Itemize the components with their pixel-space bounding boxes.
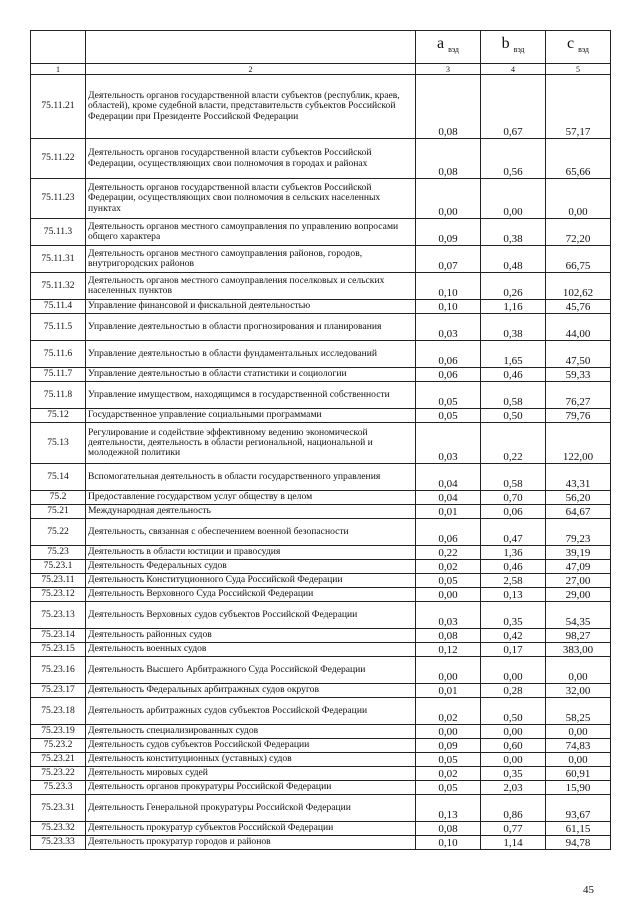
value-b-cell: 0,38 (481, 219, 546, 246)
description-cell: Регулирование и содействие эффективному ведению экономической деятельности, деятельность в области региональной, национальной и молодежной политики (86, 423, 416, 464)
okved-code-cell: 75.23.31 (31, 795, 86, 822)
description-cell: Деятельность, связанная с обеспечением военной безопасности (86, 519, 416, 546)
value-a-cell: 0,01 (416, 505, 481, 519)
okved-code-cell: 75.23.14 (31, 629, 86, 643)
header-a-sub: вэд (448, 44, 459, 54)
value-a-cell: 0,03 (416, 602, 481, 629)
value-c-cell: 98,27 (546, 629, 611, 643)
value-c-cell: 74,83 (546, 739, 611, 753)
column-number: 2 (86, 64, 416, 75)
value-b-cell: 0,58 (481, 382, 546, 409)
value-c-cell: 94,78 (546, 836, 611, 850)
value-a-cell: 0,08 (416, 139, 481, 179)
description-cell: Деятельность Генеральной прокуратуры Российской Федерации (86, 795, 416, 822)
table-row (31, 629, 611, 643)
okved-code-cell: 75.11.22 (31, 139, 86, 179)
value-a-cell: 0,06 (416, 368, 481, 382)
value-c-cell: 56,20 (546, 491, 611, 505)
description-cell: Деятельность Конституционного Суда Российской Федерации (86, 574, 416, 588)
description-cell: Деятельность в области юстиции и правосудия (86, 546, 416, 560)
header-c-label: c (567, 34, 575, 52)
description-cell: Деятельность конституционных (уставных) судов (86, 753, 416, 767)
value-c-cell: 102,62 (546, 273, 611, 300)
page-number: 45 (583, 884, 594, 896)
value-b-cell: 1,16 (481, 300, 546, 314)
value-b-cell: 0,38 (481, 314, 546, 341)
description-cell: Деятельность прокуратур субъектов Российской Федерации (86, 822, 416, 836)
okved-code-cell: 75.21 (31, 505, 86, 519)
value-b-cell: 1,65 (481, 341, 546, 368)
header-c (546, 31, 611, 64)
header-b-label: b (501, 34, 510, 52)
value-a-cell: 0,03 (416, 314, 481, 341)
value-a-cell: 0,07 (416, 246, 481, 273)
value-c-cell: 93,67 (546, 795, 611, 822)
value-b-cell: 0,50 (481, 698, 546, 725)
table-row (31, 519, 611, 546)
value-b-cell: 0,17 (481, 643, 546, 657)
value-c-cell: 54,35 (546, 602, 611, 629)
table-row (31, 179, 611, 219)
value-a-cell: 0,05 (416, 574, 481, 588)
value-c-cell: 0,00 (546, 657, 611, 684)
okved-code-cell: 75.11.32 (31, 273, 86, 300)
header-row (31, 31, 611, 64)
value-b-cell: 0,00 (481, 753, 546, 767)
value-b-cell: 0,00 (481, 179, 546, 219)
value-c-cell: 43,31 (546, 464, 611, 491)
description-cell: Деятельность органов местного самоуправления поселковых и сельских населенных пунктов (86, 273, 416, 300)
value-a-cell: 0,04 (416, 464, 481, 491)
value-b-cell: 0,77 (481, 822, 546, 836)
value-c-cell: 58,25 (546, 698, 611, 725)
description-cell: Деятельность Верховных судов субъектов Российской Федерации (86, 602, 416, 629)
value-b-cell: 0,00 (481, 725, 546, 739)
description-cell: Управление деятельностью в области статистики и социологии (86, 368, 416, 382)
value-b-cell: 0,86 (481, 795, 546, 822)
table-row (31, 684, 611, 698)
value-c-cell: 66,75 (546, 246, 611, 273)
okved-code-cell: 75.23.2 (31, 739, 86, 753)
description-cell: Управление имуществом, находящимся в государственной собственности (86, 382, 416, 409)
value-b-cell: 0,42 (481, 629, 546, 643)
value-b-cell: 0,00 (481, 657, 546, 684)
description-cell: Деятельность органов государственной власти субъектов Российской Федерации, осуществляющих свои полномочия в городах и районах (86, 139, 416, 179)
okved-code-cell: 75.23.32 (31, 822, 86, 836)
description-cell: Управление деятельностью в области фундаментальных исследований (86, 341, 416, 368)
value-b-cell: 0,46 (481, 368, 546, 382)
table-row (31, 795, 611, 822)
table-row (31, 219, 611, 246)
description-cell: Управление финансовой и фискальной деятельностью (86, 300, 416, 314)
table-row (31, 75, 611, 139)
description-cell: Предоставление государством услуг обществу в целом (86, 491, 416, 505)
table-row (31, 314, 611, 341)
okved-code-cell: 75.23.21 (31, 753, 86, 767)
value-b-cell: 0,35 (481, 767, 546, 781)
description-cell: Деятельность Высшего Арбитражного Суда Российской Федерации (86, 657, 416, 684)
table-row (31, 368, 611, 382)
value-b-cell: 0,22 (481, 423, 546, 464)
table-row (31, 643, 611, 657)
table-row (31, 560, 611, 574)
value-b-cell: 0,56 (481, 139, 546, 179)
value-a-cell: 0,01 (416, 684, 481, 698)
okved-code-cell: 75.23.19 (31, 725, 86, 739)
table-row (31, 836, 611, 850)
value-c-cell: 72,20 (546, 219, 611, 246)
okved-code-cell: 75.23.15 (31, 643, 86, 657)
description-cell: Деятельность Верховного Суда Российской Федерации (86, 588, 416, 602)
table-row (31, 767, 611, 781)
value-c-cell: 15,90 (546, 781, 611, 795)
table-row (31, 781, 611, 795)
description-cell: Государственное управление социальными программами (86, 409, 416, 423)
okved-code-cell: 75.23.17 (31, 684, 86, 698)
description-cell: Вспомогательная деятельность в области государственного управления (86, 464, 416, 491)
value-c-cell: 76,27 (546, 382, 611, 409)
value-c-cell: 0,00 (546, 179, 611, 219)
okved-code-cell: 75.11.6 (31, 341, 86, 368)
value-b-cell: 1,14 (481, 836, 546, 850)
header-a (416, 31, 481, 64)
okved-code-cell: 75.23.16 (31, 657, 86, 684)
value-c-cell: 61,15 (546, 822, 611, 836)
value-a-cell: 0,00 (416, 725, 481, 739)
value-c-cell: 47,50 (546, 341, 611, 368)
okved-code-cell: 75.23.18 (31, 698, 86, 725)
description-cell: Деятельность органов прокуратуры Российской Федерации (86, 781, 416, 795)
description-cell: Деятельность мировых судей (86, 767, 416, 781)
table-row (31, 753, 611, 767)
header-c-sub: вэд (578, 44, 589, 54)
okved-code-cell: 75.23.12 (31, 588, 86, 602)
header-a-label: a (437, 34, 445, 52)
okved-code-cell: 75.14 (31, 464, 86, 491)
description-cell: Управление деятельностью в области прогнозирования и планирования (86, 314, 416, 341)
okved-code-cell: 75.22 (31, 519, 86, 546)
okved-code-cell: 75.23.13 (31, 602, 86, 629)
value-a-cell: 0,05 (416, 382, 481, 409)
value-a-cell: 0,06 (416, 519, 481, 546)
value-b-cell: 0,06 (481, 505, 546, 519)
description-cell: Деятельность органов государственной власти субъектов (республик, краев, областей), кроме судебной власти, представительств субъектов Российской Федерации при Президенте Российской Федерации (86, 75, 416, 139)
okved-code-cell: 75.23.33 (31, 836, 86, 850)
description-cell: Деятельность органов государственной власти субъектов Российской Федерации, осуществляющих свои полномочия в сельских населенных пунктах (86, 179, 416, 219)
value-b-cell: 0,26 (481, 273, 546, 300)
data-table (30, 30, 611, 850)
okved-code-cell: 75.11.31 (31, 246, 86, 273)
header-b (481, 31, 546, 64)
value-a-cell: 0,06 (416, 341, 481, 368)
column-number: 5 (546, 64, 611, 75)
value-a-cell: 0,09 (416, 739, 481, 753)
value-c-cell: 39,19 (546, 546, 611, 560)
value-a-cell: 0,08 (416, 629, 481, 643)
okved-code-cell: 75.12 (31, 409, 86, 423)
value-b-cell: 0,58 (481, 464, 546, 491)
okved-code-cell: 75.23.11 (31, 574, 86, 588)
description-cell: Деятельность арбитражных судов субъектов Российской Федерации (86, 698, 416, 725)
header-desc-cell (86, 31, 416, 64)
value-b-cell: 0,48 (481, 246, 546, 273)
table-row (31, 546, 611, 560)
value-a-cell: 0,22 (416, 546, 481, 560)
okved-code-cell: 75.11.23 (31, 179, 86, 219)
column-number-row (31, 64, 611, 75)
value-b-cell: 0,28 (481, 684, 546, 698)
okved-code-cell: 75.23.3 (31, 781, 86, 795)
table-row (31, 698, 611, 725)
value-a-cell: 0,00 (416, 588, 481, 602)
value-a-cell: 0,05 (416, 409, 481, 423)
value-c-cell: 79,23 (546, 519, 611, 546)
table-row (31, 464, 611, 491)
header-b-sub: вэд (513, 44, 525, 54)
okved-code-cell: 75.11.21 (31, 75, 86, 139)
value-a-cell: 0,02 (416, 767, 481, 781)
value-a-cell: 0,02 (416, 698, 481, 725)
table-row (31, 657, 611, 684)
value-c-cell: 0,00 (546, 725, 611, 739)
okved-code-cell: 75.11.8 (31, 382, 86, 409)
value-b-cell: 0,50 (481, 409, 546, 423)
table-row (31, 300, 611, 314)
value-c-cell: 65,66 (546, 139, 611, 179)
value-c-cell: 64,67 (546, 505, 611, 519)
description-cell: Деятельность специализированных судов (86, 725, 416, 739)
description-cell: Деятельность военных судов (86, 643, 416, 657)
table-row (31, 602, 611, 629)
value-c-cell: 27,00 (546, 574, 611, 588)
okved-code-cell: 75.23 (31, 546, 86, 560)
value-c-cell: 29,00 (546, 588, 611, 602)
description-cell: Деятельность органов местного самоуправления по управлению вопросами общего характера (86, 219, 416, 246)
column-number: 1 (31, 64, 86, 75)
value-b-cell: 0,35 (481, 602, 546, 629)
value-c-cell: 383,00 (546, 643, 611, 657)
value-b-cell: 0,13 (481, 588, 546, 602)
value-c-cell: 44,00 (546, 314, 611, 341)
description-cell: Деятельность районных судов (86, 629, 416, 643)
value-b-cell: 0,47 (481, 519, 546, 546)
value-c-cell: 122,00 (546, 423, 611, 464)
table-row (31, 382, 611, 409)
value-a-cell: 0,04 (416, 491, 481, 505)
value-c-cell: 32,00 (546, 684, 611, 698)
table-row (31, 423, 611, 464)
value-c-cell: 45,76 (546, 300, 611, 314)
value-a-cell: 0,08 (416, 822, 481, 836)
value-a-cell: 0,10 (416, 300, 481, 314)
value-b-cell: 0,67 (481, 75, 546, 139)
value-a-cell: 0,13 (416, 795, 481, 822)
header-code-cell (31, 31, 86, 64)
table-row (31, 246, 611, 273)
value-a-cell: 0,05 (416, 753, 481, 767)
value-b-cell: 0,70 (481, 491, 546, 505)
okved-code-cell: 75.13 (31, 423, 86, 464)
okved-code-cell: 75.11.4 (31, 300, 86, 314)
value-b-cell: 2,03 (481, 781, 546, 795)
value-a-cell: 0,08 (416, 75, 481, 139)
value-b-cell: 1,36 (481, 546, 546, 560)
value-b-cell: 0,60 (481, 739, 546, 753)
table-row (31, 588, 611, 602)
table-row (31, 273, 611, 300)
table-row (31, 505, 611, 519)
value-c-cell: 47,09 (546, 560, 611, 574)
table-row (31, 409, 611, 423)
value-a-cell: 0,10 (416, 273, 481, 300)
table-row (31, 574, 611, 588)
okved-code-cell: 75.23.1 (31, 560, 86, 574)
table-row (31, 491, 611, 505)
description-cell: Деятельность судов субъектов Российской Федерации (86, 739, 416, 753)
description-cell: Международная деятельность (86, 505, 416, 519)
table-row (31, 341, 611, 368)
value-a-cell: 0,10 (416, 836, 481, 850)
value-a-cell: 0,05 (416, 781, 481, 795)
value-a-cell: 0,00 (416, 657, 481, 684)
value-c-cell: 0,00 (546, 753, 611, 767)
value-b-cell: 2,58 (481, 574, 546, 588)
value-b-cell: 0,46 (481, 560, 546, 574)
okved-code-cell: 75.2 (31, 491, 86, 505)
value-a-cell: 0,02 (416, 560, 481, 574)
value-a-cell: 0,12 (416, 643, 481, 657)
okved-code-cell: 75.23.22 (31, 767, 86, 781)
value-c-cell: 57,17 (546, 75, 611, 139)
column-number: 3 (416, 64, 481, 75)
value-c-cell: 59,33 (546, 368, 611, 382)
okved-code-cell: 75.11.7 (31, 368, 86, 382)
table-row (31, 725, 611, 739)
value-c-cell: 60,91 (546, 767, 611, 781)
okved-code-cell: 75.11.3 (31, 219, 86, 246)
table-row (31, 139, 611, 179)
description-cell: Деятельность органов местного самоуправления районов, городов, внутригородских районов (86, 246, 416, 273)
description-cell: Деятельность Федеральных судов (86, 560, 416, 574)
value-a-cell: 0,09 (416, 219, 481, 246)
column-number: 4 (481, 64, 546, 75)
value-a-cell: 0,00 (416, 179, 481, 219)
description-cell: Деятельность прокуратур городов и районов (86, 836, 416, 850)
description-cell: Деятельность Федеральных арбитражных судов округов (86, 684, 416, 698)
value-c-cell: 79,76 (546, 409, 611, 423)
table-row (31, 822, 611, 836)
table-row (31, 739, 611, 753)
value-a-cell: 0,03 (416, 423, 481, 464)
okved-code-cell: 75.11.5 (31, 314, 86, 341)
